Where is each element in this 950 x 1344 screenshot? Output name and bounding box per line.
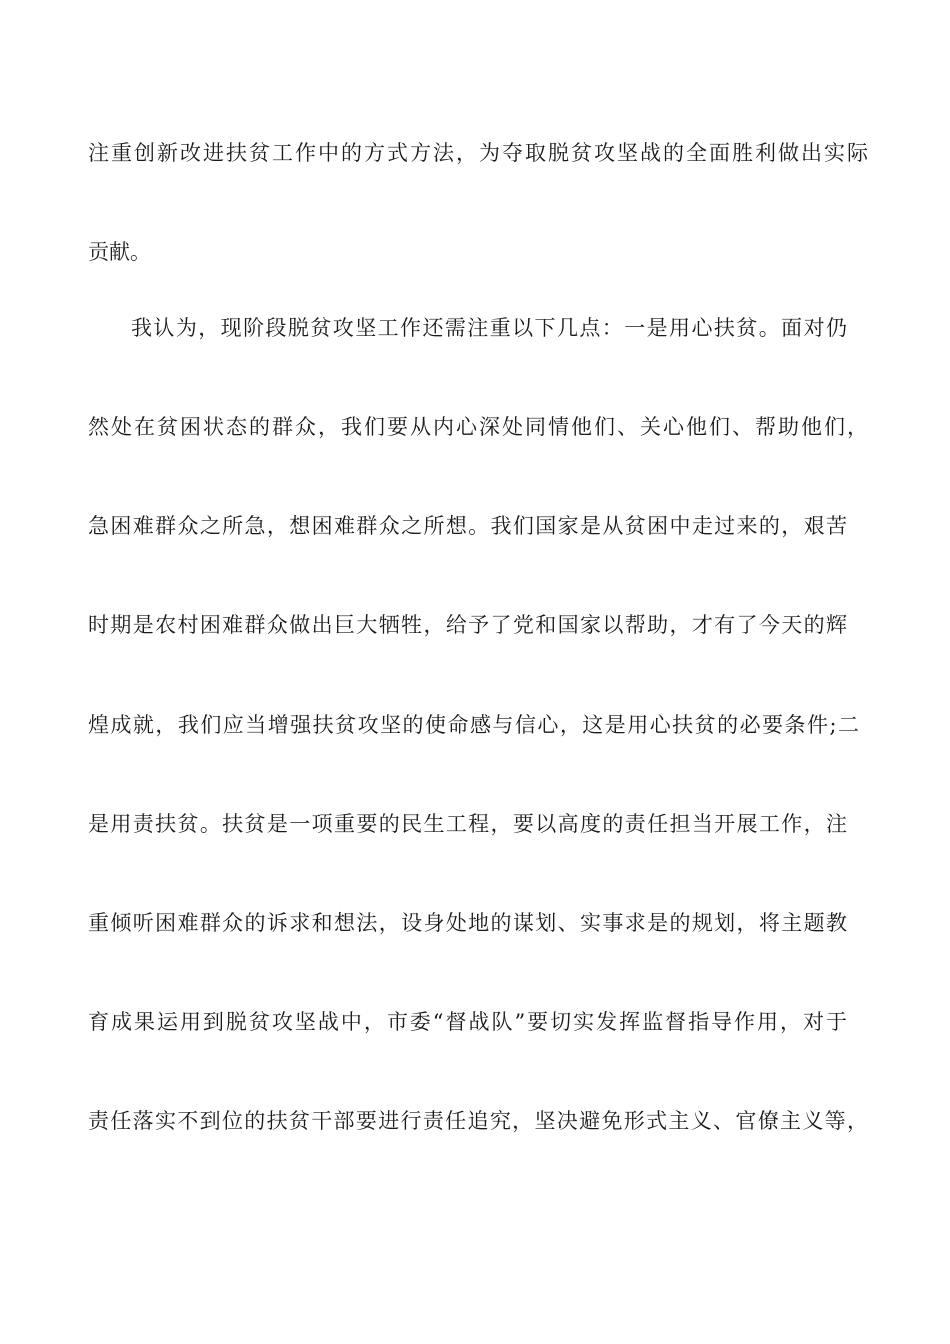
paragraph-first-line: 我认为，现阶段脱贫攻坚工作还需注重以下几点：一是用心扶贫。面对仍 (131, 316, 847, 340)
text-line: 责任落实不到位的扶贫干部要进行责任追究，坚决避免形式主义、官僚主义等， (88, 1109, 868, 1133)
text-line: 是用责扶贫。扶贫是一项重要的民生工程，要以高度的责任担当开展工作，注 (88, 812, 847, 836)
text-line: 然处在贫困状态的群众，我们要从内心深处同情他们、关心他们、帮助他们， (88, 415, 868, 439)
text-line: 急困难群众之所急，想困难群众之所想。我们国家是从贫困中走过来的，艰苦 (88, 514, 847, 538)
text-line: 时期是农村困难群众做出巨大牺牲，给予了党和国家以帮助，才有了今天的辉 (88, 613, 847, 637)
text-line: 注重创新改进扶贫工作中的方式方法，为夺取脱贫攻坚战的全面胜利做出实际 (88, 141, 868, 165)
text-line: 育成果运用到脱贫攻坚战中，市委“督战队”要切实发挥监督指导作用，对于 (88, 1010, 847, 1034)
text-line: 贡献。 (88, 240, 151, 264)
text-line: 重倾听困难群众的诉求和想法，设身处地的谋划、实事求是的规划，将主题教 (88, 911, 847, 935)
text-line: 煌成就，我们应当增强扶贫攻坚的使命感与信心，这是用心扶贫的必要条件;二 (88, 713, 859, 737)
